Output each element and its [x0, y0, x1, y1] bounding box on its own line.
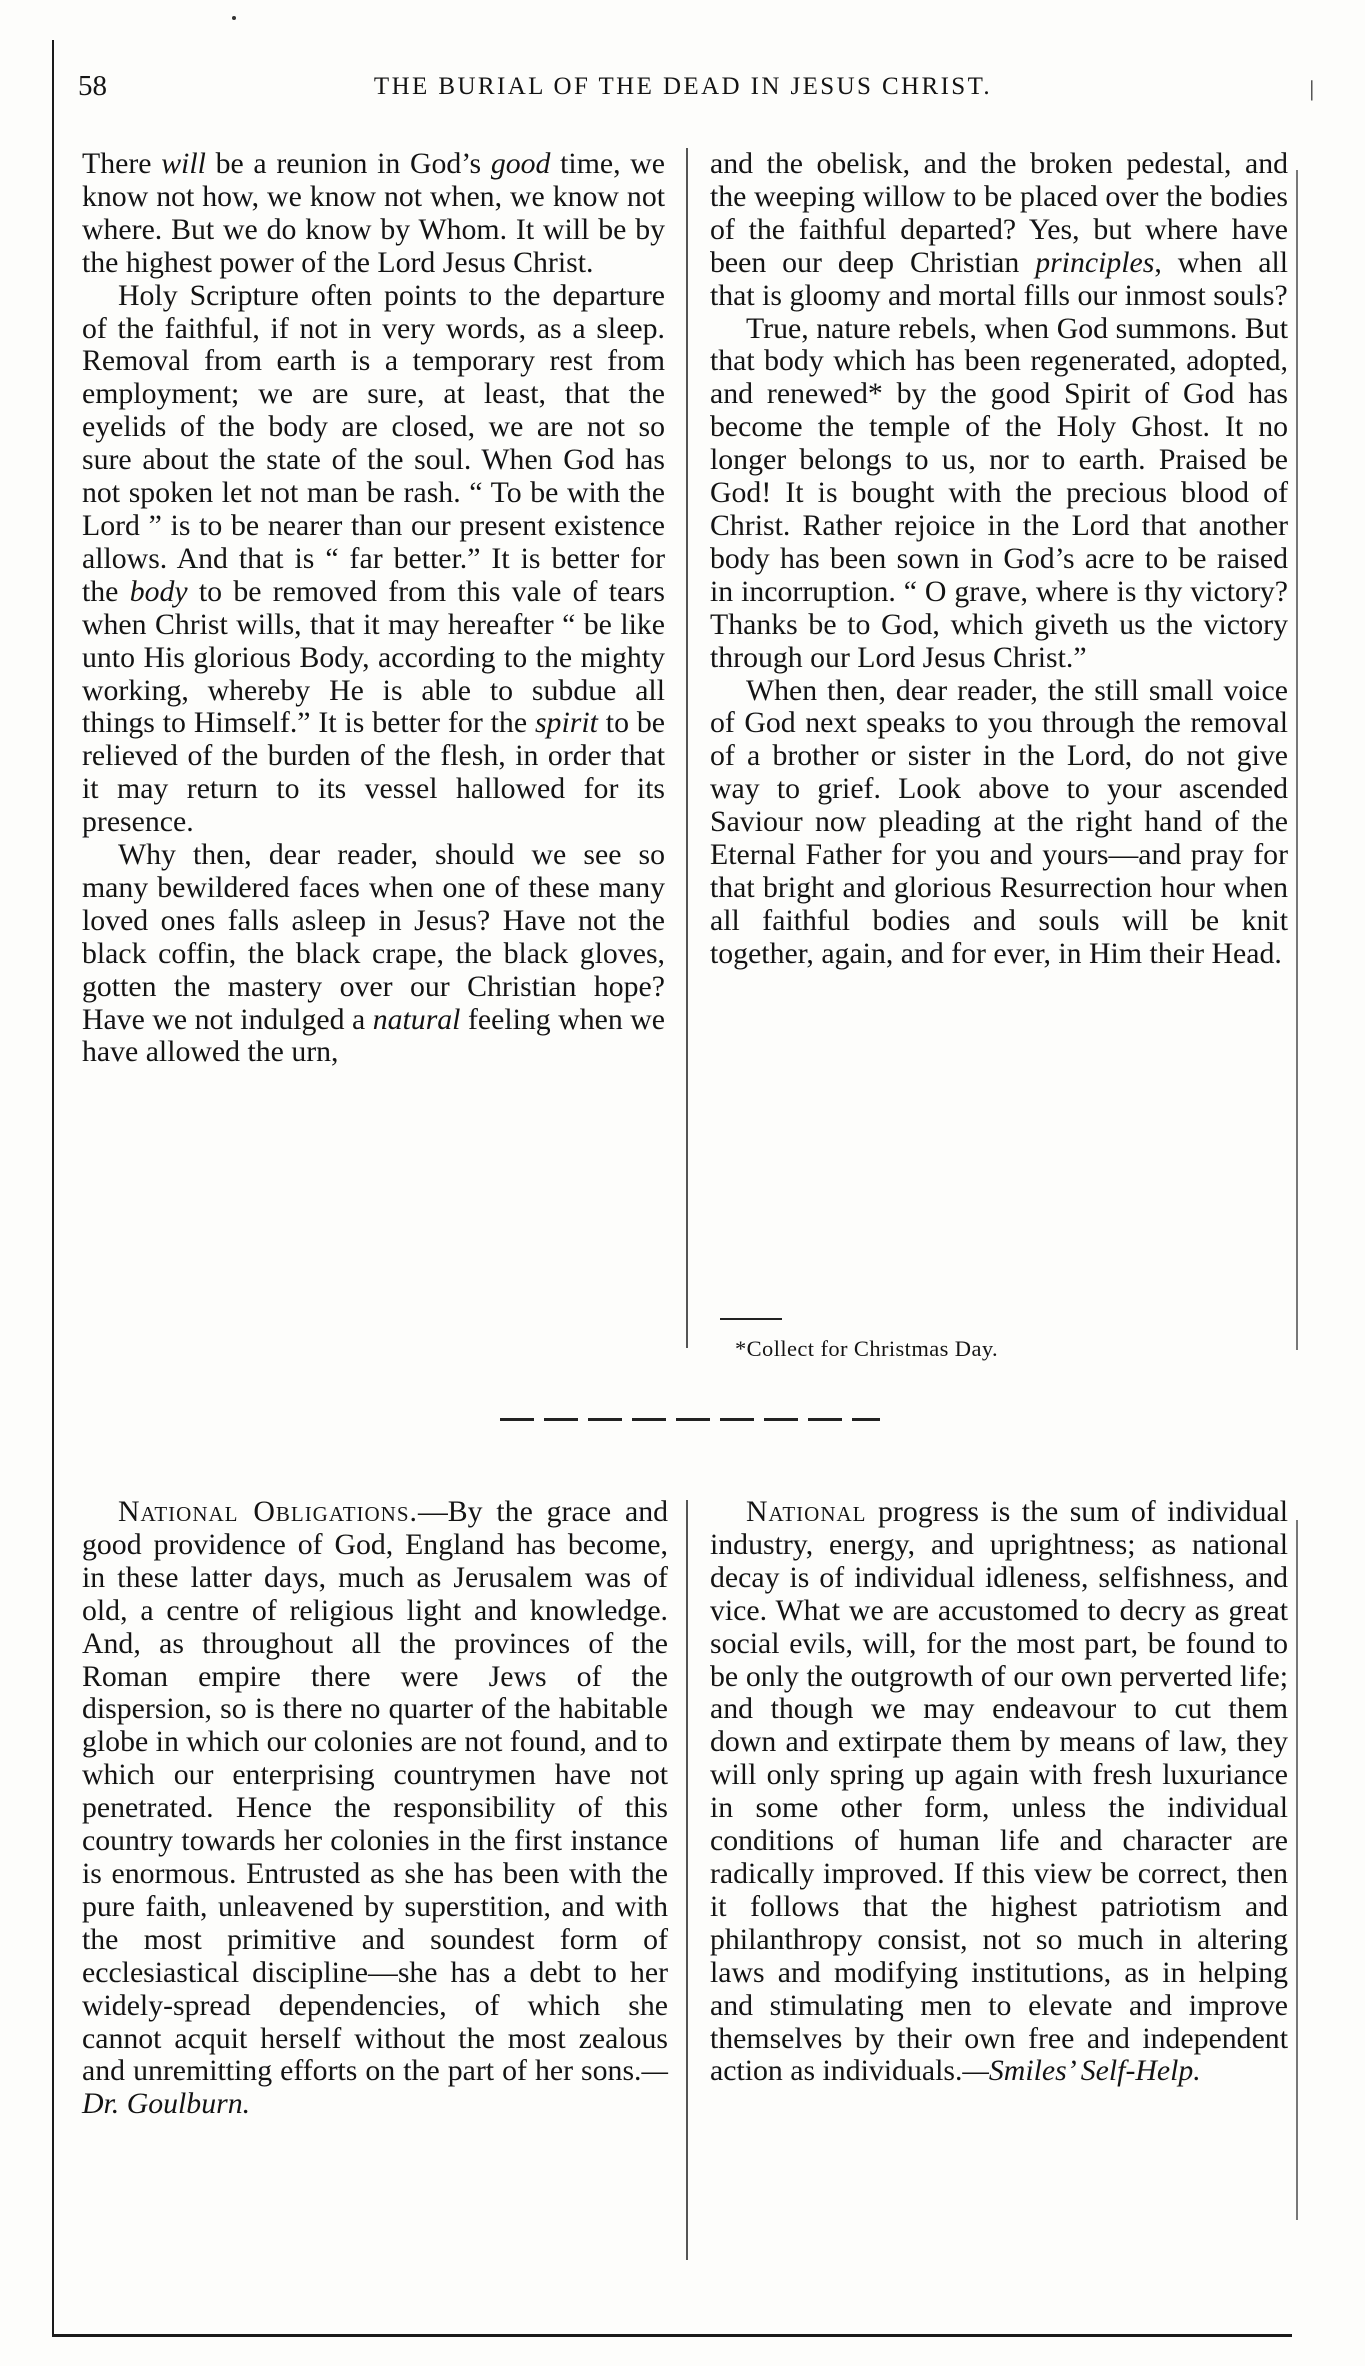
italic-run: principles	[1035, 245, 1155, 279]
excerpt-paragraph	[82, 1496, 668, 2121]
excerpt-national-progress	[710, 1496, 1288, 2088]
text-run: When then, dear reader, the still small voice of God next speaks to you through the removal of a brother or sister in the Lord, do not give way to grief. Look above to your ascended Saviour now pleading at the right hand of the Eternal Father for you and yours—and pray for that bright and glorious Resurrection hour when all faithful bodies and souls will be knit together, again, and for ever, in Him their Head.	[710, 673, 1288, 970]
column-divider-upper	[686, 148, 688, 1348]
italic-run: good	[490, 147, 551, 180]
text-run: —By the grace and good providence of God, England has become, in these latter days, much as Jerusalem was of old, a centre of religious light and knowledge. And, as throughout all the provinces of the Roman empire there were Jews of the dispersion, so is there no quarter of the habitable globe in which our colonies are not found, and to which our enterprising countrymen have not penetrated. Hence the responsibility of this country towards her colonies in the first instance is enormous. Entrusted as she has been with the pure faith, unleavened by superstition, and with the most primitive and soundest form of ecclesiastical discipline—she has a debt to her widely-spread dependencies, of which she cannot acquit herself without the most zealous and unremitting efforts on the part of her sons.	[82, 1495, 668, 2088]
bottom-border-rule	[52, 2334, 1292, 2337]
paragraph	[82, 148, 665, 280]
paragraph	[710, 148, 1288, 313]
excerpt-body	[710, 1495, 1288, 2087]
text-run: Why then, dear reader, should we see so many bewildered faces when one of these many loved ones falls asleep in Jesus? Have not the black coffin, the black crape, the black gloves, gotten the mastery over our Christian hope? Have we not indulged a	[82, 838, 665, 1036]
text-run: Holy Scripture often points to the departure of the faithful, if not in very words, as a sleep. Removal from earth is a temporary rest from employment; we are sure, at least, that the eyelids of the body are closed, we are not so sure about the state of the soul. When God has not spoken let not man be rash. “ To be with the Lord ” is to be nearer than our present existence allows. And that is “ far better.” It is better for the	[82, 278, 665, 608]
column-divider-lower	[686, 1500, 688, 2260]
excerpt-lead: National Obligations.	[118, 1495, 418, 1528]
excerpt-lead: National	[746, 1495, 867, 1528]
ink-speck	[232, 16, 236, 20]
paragraph	[82, 280, 665, 839]
page-number: 58	[78, 70, 107, 102]
footnote: *Collect for Christmas Day.	[735, 1336, 999, 1361]
text-run: and the obelisk, and the broken pedestal, and the weeping willow to be placed over the bodies of the faithful departed? Yes, but where have been our deep Christian	[710, 147, 1288, 279]
footnote-rule	[720, 1318, 782, 1320]
text-run: There	[82, 147, 162, 180]
paragraph	[710, 313, 1288, 675]
page-header	[58, 70, 1314, 110]
italic-run: —Dr. Goulburn.	[82, 2054, 668, 2121]
section-separator	[500, 1418, 880, 1421]
excerpt-paragraph	[710, 1496, 1288, 2088]
excerpt-body	[82, 1495, 668, 2120]
paragraph	[82, 839, 665, 1069]
article-column-right	[710, 148, 1288, 971]
text-run: feeling when we have allowed the urn,	[82, 1002, 665, 1069]
italic-run: will	[161, 147, 206, 180]
italic-run: natural	[372, 1002, 461, 1036]
header-edge-mark: |	[1309, 76, 1314, 101]
text-run: be a reunion in God’s	[205, 147, 491, 180]
italic-run: body	[129, 574, 188, 608]
right-edge-rule-lower	[1296, 1520, 1298, 2220]
text-run: to be removed from this vale of tears when Christ wills, that it may hereafter “ be like unto His glorious Body, according to the mighty working, whereby He is able to subdue all things to Himself.” It is better for the	[82, 574, 666, 740]
article-column-left	[82, 148, 665, 1069]
text-run: progress is the sum of individual industry, energy, and uprightness; as national decay is of individual idleness, selfishness, and vice. What we are accustomed to decry as great social evils, will, for the most part, be found to be only the outgrowth of our own perverted life; and though we may endeavour to cut them down and extirpate them by means of law, they will only spring up again with fresh luxuriance in some other form, unless the individual conditions of human life and character are radically improved. If this view be correct, then it follows that the highest patriotism and philanthropy consist, not so much in altering laws and modifying institutions, as in helping and stimulating men to elevate and improve themselves by their own free and independent action as individuals.	[710, 1495, 1288, 2088]
italic-run: spirit	[534, 706, 598, 740]
left-border-rule	[52, 40, 54, 2336]
text-run: time, we know not how, we know not when, we know not where. But we do know by Whom. It will be by the highest power of the Lord Jesus Christ.	[82, 147, 665, 279]
running-title: THE BURIAL OF THE DEAD IN JESUS CHRIST.	[373, 73, 993, 100]
text-run: to be relieved of the burden of the flesh, in order that it may return to its vessel hallowed for its presence.	[82, 706, 665, 839]
paragraph	[710, 675, 1288, 971]
right-edge-rule-upper	[1296, 170, 1298, 1350]
italic-run: —Smiles’ Self-Help.	[962, 2054, 1201, 2088]
excerpt-national-obligations	[82, 1496, 668, 2121]
text-run: True, nature rebels, when God summons. But that body which has been regenerated, adopted, and renewed* by the good Spirit of God has become the temple of the Holy Ghost. It no longer belongs to us, nor to earth. Praised be God! It is bought with the precious blood of Christ. Rather rejoice in the Lord that another body has been sown in God’s acre to be raised in incorruption. “ O grave, where is thy victory? Thanks be to God, which giveth us the victory through our Lord Jesus Christ.”	[710, 311, 1288, 674]
text-run: , when all that is gloomy and mortal fills our inmost souls?	[710, 245, 1289, 312]
